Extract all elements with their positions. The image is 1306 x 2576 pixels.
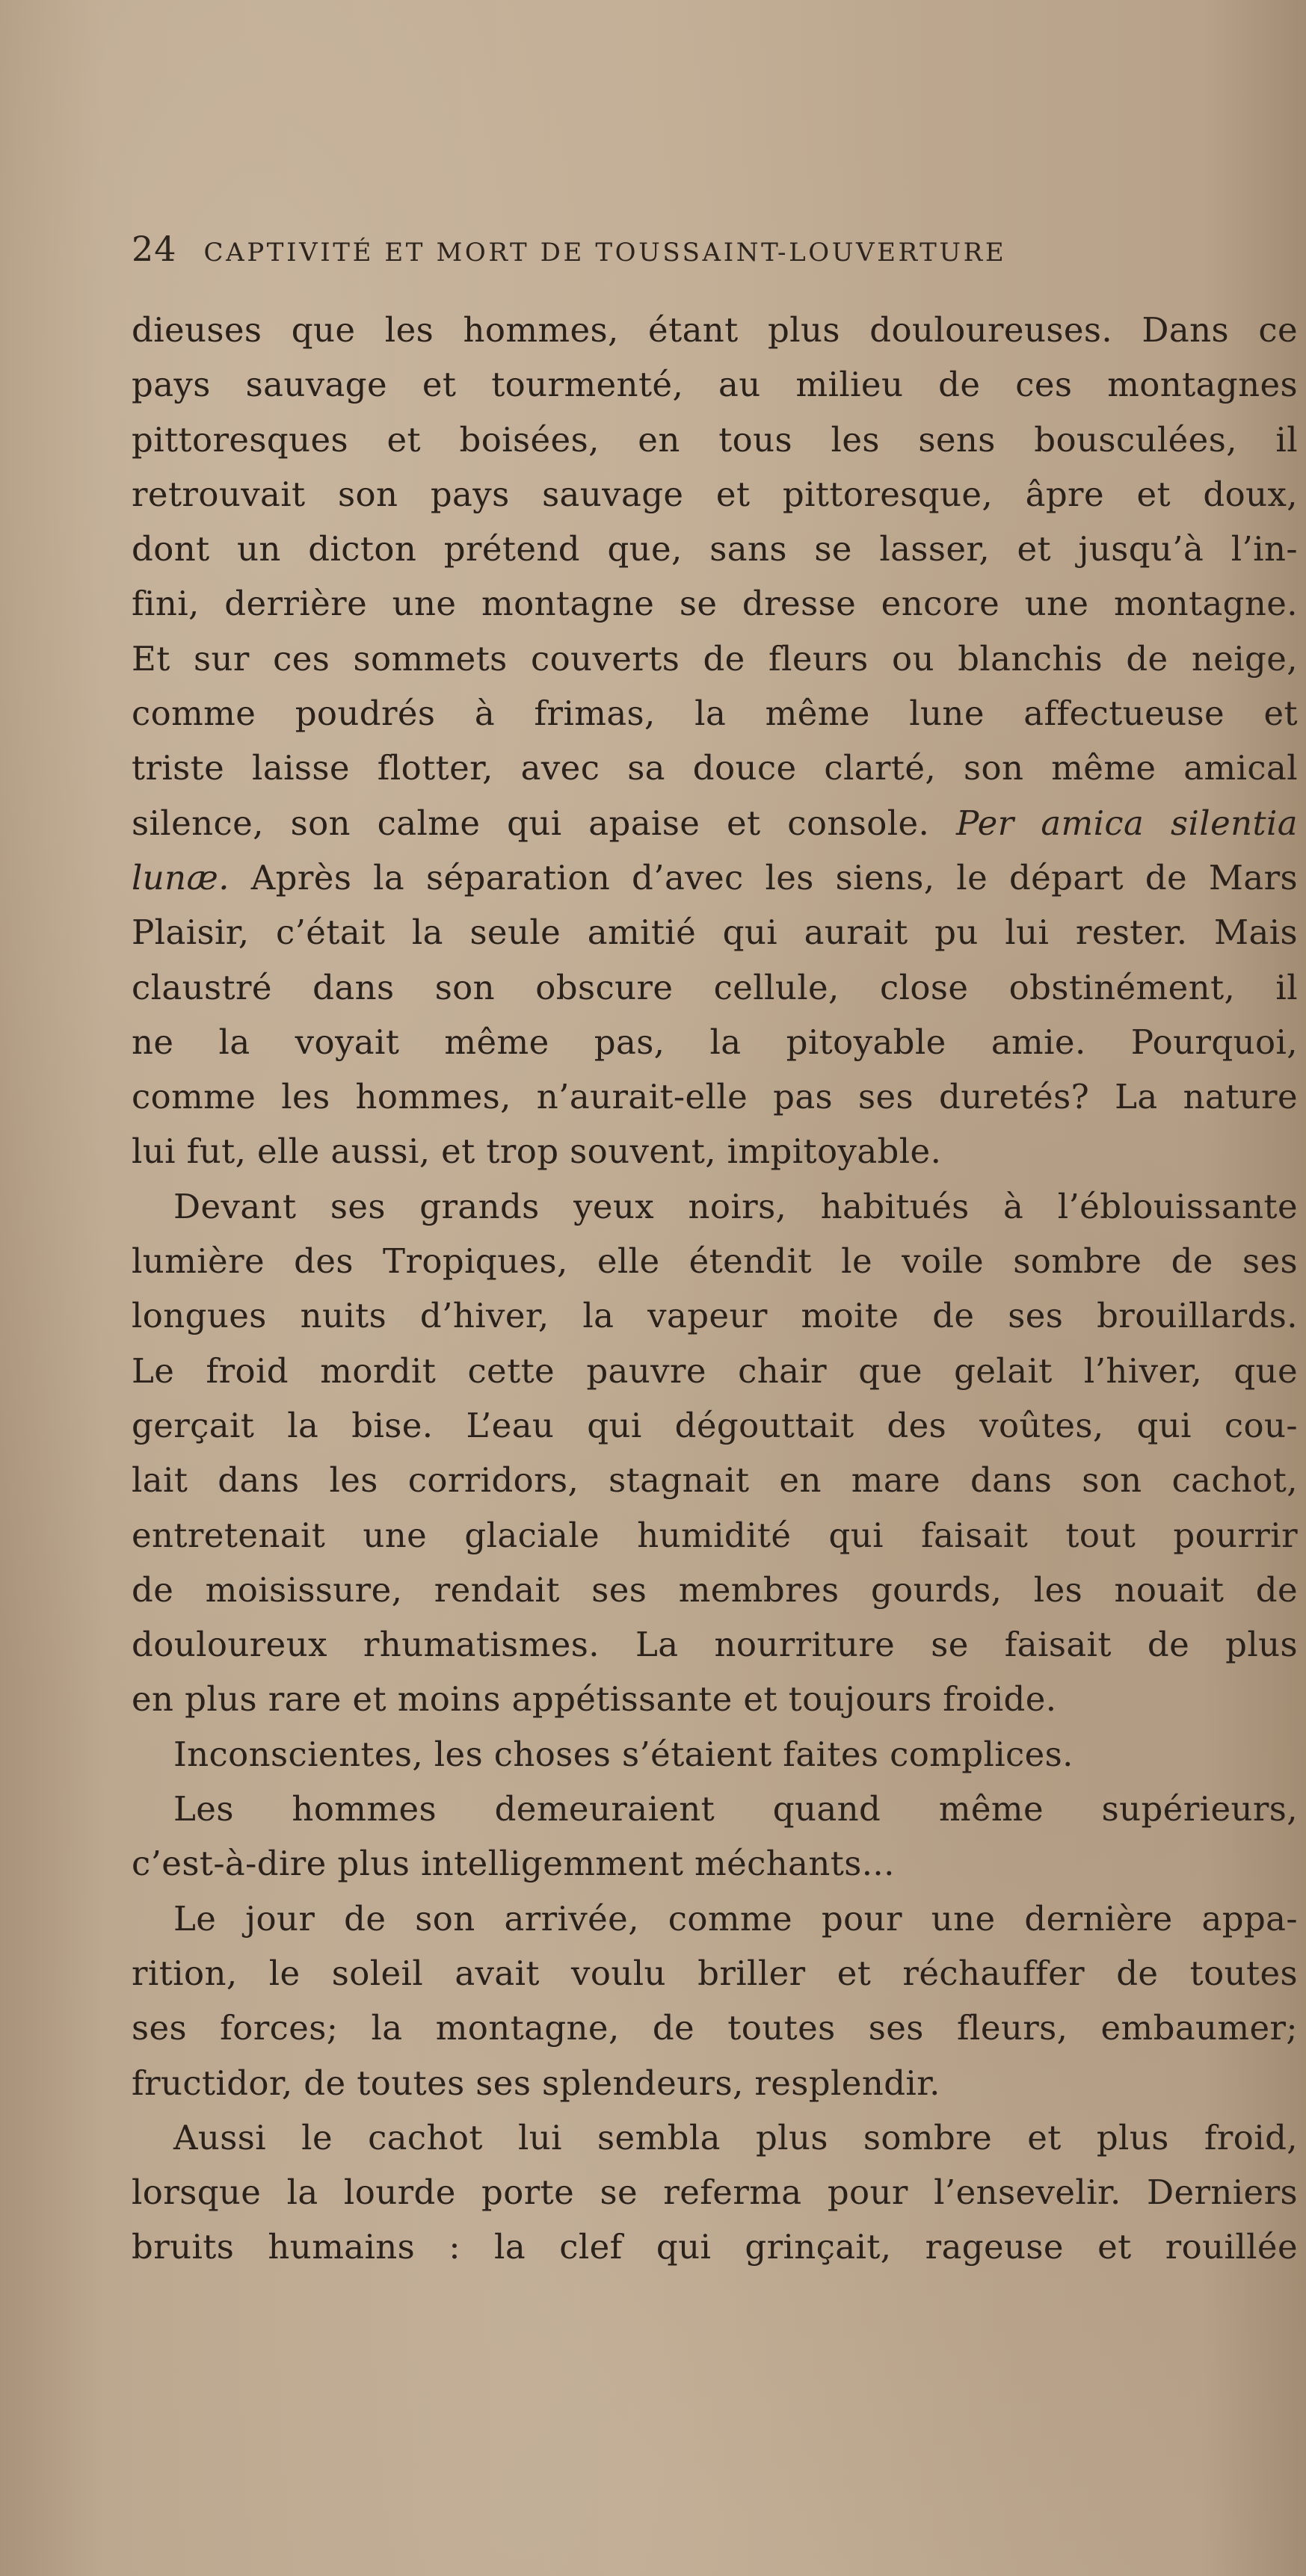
text-line: douloureux rhumatismes. La nourriture se faisait de plus — [132, 1625, 1298, 1665]
text-line: Les hommes demeuraient quand même supérieurs, — [173, 1789, 1298, 1829]
text-line: Devant ses grands yeux noirs, habitués à l’éblouissante — [173, 1186, 1298, 1226]
text-line: fini, derrière une montagne se dresse encore une montagne. — [132, 584, 1298, 624]
text-line: triste laisse flotter, avec sa douce clarté, son même amical — [132, 748, 1298, 788]
running-header — [132, 229, 1208, 281]
text-line: entretenait une glaciale humidité qui faisait tout pourrir — [132, 1515, 1298, 1555]
text-line: bruits humains : la clef qui grinçait, rageuse et rouillée — [132, 2227, 1298, 2267]
text-line: Le froid mordit cette pauvre chair que gelait l’hiver, que — [132, 1350, 1298, 1391]
text-line: Aussi le cachot lui sembla plus sombre et plus froid, — [173, 2117, 1298, 2158]
body-text — [132, 303, 1298, 2275]
text-line: silence, son calme qui apaise et console. Per amica silentia — [132, 803, 1298, 843]
text-line: ne la voyait même pas, la pitoyable amie. Pourquoi, — [132, 1022, 1298, 1062]
text-line: Le jour de son arrivée, comme pour une dernière appa- — [173, 1898, 1298, 1939]
text-line: lumière des Tropiques, elle étendit le voile sombre de ses — [132, 1241, 1298, 1282]
text-line: c’est-à-dire plus intelligemment méchants... — [132, 1844, 895, 1884]
text-line: Inconscientes, les choses s’étaient faites complices. — [173, 1734, 1074, 1774]
text-line: retrouvait son pays sauvage et pittoresque, âpre et doux, — [132, 474, 1298, 514]
text-line: Et sur ces sommets couverts de fleurs ou blanchis de neige, — [132, 638, 1298, 679]
running-title: CAPTIVITÉ ET MORT DE TOUSSAINT-LOUVERTURE — [203, 238, 1007, 268]
text-line: en plus rare et moins appétissante et toujours froide. — [132, 1679, 1057, 1720]
text-line: dieuses que les hommes, étant plus douloureuses. Dans ce — [132, 310, 1298, 350]
text-line: gerçait la bise. L’eau qui dégouttait des voûtes, qui cou- — [132, 1405, 1298, 1445]
text-line: pittoresques et boisées, en tous les sens bousculées, il — [132, 419, 1298, 460]
text-line: Plaisir, c’était la seule amitié qui aurait pu lui rester. Mais — [132, 912, 1298, 953]
text-line: de moisissure, rendait ses membres gourds, les nouait de — [132, 1569, 1298, 1610]
text-line: lui fut, elle aussi, et trop souvent, impitoyable. — [132, 1131, 942, 1172]
text-line: pays sauvage et tourmenté, au milieu de ces montagnes — [132, 365, 1298, 405]
text-line: fructidor, de toutes ses splendeurs, resplendir. — [132, 2063, 940, 2103]
text-line: dont un dicton prétend que, sans se lasser, et jusqu’à l’in- — [132, 529, 1298, 569]
text-line: claustré dans son obscure cellule, close obstinément, il — [132, 967, 1298, 1007]
text-line: comme poudrés à frimas, la même lune affectueuse et — [132, 694, 1298, 734]
text-line: rition, le soleil avait voulu briller et réchauffer de toutes — [132, 1953, 1298, 1993]
text-line: ses forces; la montagne, de toutes ses fleurs, embaumer; — [132, 2008, 1298, 2048]
text-line: longues nuits d’hiver, la vapeur moite de ses brouillards. — [132, 1296, 1298, 1336]
text-line: lunæ. Après la séparation d’avec les siens, le départ de Mars — [132, 857, 1298, 898]
text-line: lorsque la lourde porte se referma pour l’ensevelir. Derniers — [132, 2172, 1298, 2213]
text-line: comme les hommes, n’aurait-elle pas ses duretés? La nature — [132, 1077, 1298, 1117]
text-line: lait dans les corridors, stagnait en mare dans son cachot, — [132, 1460, 1298, 1501]
page-number: 24 — [132, 229, 177, 269]
